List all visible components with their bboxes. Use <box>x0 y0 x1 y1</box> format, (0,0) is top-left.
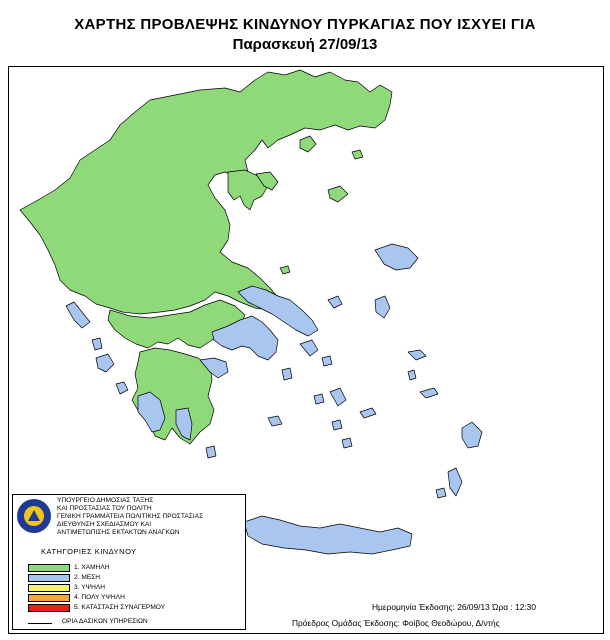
org-line: ΔΙΕΥΘΥΝΣΗ ΣΧΕΔΙΑΣΜΟΥ ΚΑΙ <box>57 521 152 528</box>
island-kefalonia <box>96 354 114 372</box>
island-lefkada <box>92 338 102 350</box>
legend-swatch <box>28 564 70 572</box>
island-santorini <box>342 438 352 448</box>
island-zakynthos <box>116 382 128 394</box>
legend-item-low <box>28 564 228 572</box>
legend-swatch <box>28 574 70 582</box>
island-andros <box>300 340 318 356</box>
legend-label: 2. ΜΕΣΗ <box>74 574 101 581</box>
island-limnos <box>328 186 348 202</box>
island-chios <box>375 296 390 318</box>
island-paros <box>314 394 324 404</box>
logo-triangle-icon <box>28 510 40 521</box>
island-leros <box>408 370 416 380</box>
island-tinos <box>322 356 332 366</box>
legend-header <box>13 495 245 539</box>
island-rhodes <box>462 422 482 448</box>
civil-protection-logo <box>17 499 51 533</box>
legend-item-alarm <box>28 604 228 612</box>
island-kythira <box>206 446 216 458</box>
org-line: ΥΠΟΥΡΓΕΙΟ ΔΗΜΟΣΙΑΣ ΤΑΞΗΣ <box>57 497 154 504</box>
island-kos <box>420 388 438 398</box>
org-line: ΚΑΙ ΠΡΟΣΤΑΣΙΑΣ ΤΟΥ ΠΟΛΙΤΗ <box>57 505 152 512</box>
legend-item-high <box>28 584 228 592</box>
island-kasos <box>436 488 446 498</box>
legend-swatch <box>28 594 70 602</box>
org-line: ΑΝΤΙΜΕΤΩΠΙΣΗΣ ΕΚΤΑΚΤΩΝ ΑΝΑΓΚΩΝ <box>57 529 180 536</box>
legend-item-very-high <box>28 594 228 602</box>
issue-date: Ημερομηνία Έκδοσης: 26/09/13 Ώρα : 12:30 <box>372 602 536 612</box>
island-ios <box>332 420 342 430</box>
legend-item-forest-service-borders <box>28 619 238 627</box>
legend-swatch <box>28 604 70 612</box>
island-naxos <box>330 388 346 406</box>
border-line-sample <box>28 623 52 624</box>
legend-item-medium <box>28 574 228 582</box>
legend-swatch <box>28 584 70 592</box>
legend-label: 1. ΧΑΜΗΛΗ <box>74 564 110 571</box>
legend-label: 4. ΠΟΛΥ ΥΨΗΛΗ <box>74 594 125 601</box>
legend-label: 5. ΚΑΤΑΣΤΑΣΗ ΣΥΝΑΓΕΡΜΟΥ <box>74 604 166 611</box>
border-label: ΟΡΙΑ ΔΑΣΙΚΩΝ ΥΠΗΡΕΣΙΩΝ <box>62 618 148 625</box>
map-title: ΧΑΡΤΗΣ ΠΡΟΒΛΕΨΗΣ ΚΙΝΔΥΝΟΥ ΠΥΡΚΑΓΙΑΣ ΠΟΥ ΙΣΧΥΕΙ ΓΙΑ <box>74 16 536 33</box>
island-milos <box>268 416 282 426</box>
legend-label: 3. ΥΨΗΛΗ <box>74 584 106 591</box>
island-thasos <box>300 136 316 152</box>
island-crete <box>244 516 412 554</box>
org-line: ΓΕΝΙΚΗ ΓΡΑΜΜΑΤΕΙΑ ΠΟΛΙΤΙΚΗΣ ΠΡΟΣΤΑΣΙΑΣ <box>57 513 204 520</box>
island-corfu <box>66 302 90 328</box>
island-lesvos <box>375 244 418 270</box>
categories-title: ΚΑΤΗΓΟΡΙΕΣ ΚΙΝΔΥΝΟΥ <box>41 547 137 556</box>
issuer: Πρόεδρος Ομάδας Έκδοσης: Φοίβος Θεοδώρου, Δ/ντής <box>292 618 500 628</box>
island-amorgos <box>360 408 376 418</box>
island-skiathos <box>280 266 290 274</box>
map-date: Παρασκευή 27/09/13 <box>232 36 378 53</box>
issuing-organization <box>57 497 203 537</box>
island-samothrace <box>352 150 363 159</box>
island-samos <box>408 350 426 360</box>
island-skyros <box>328 296 342 308</box>
island-kea <box>282 368 292 380</box>
island-karpathos <box>448 468 462 496</box>
